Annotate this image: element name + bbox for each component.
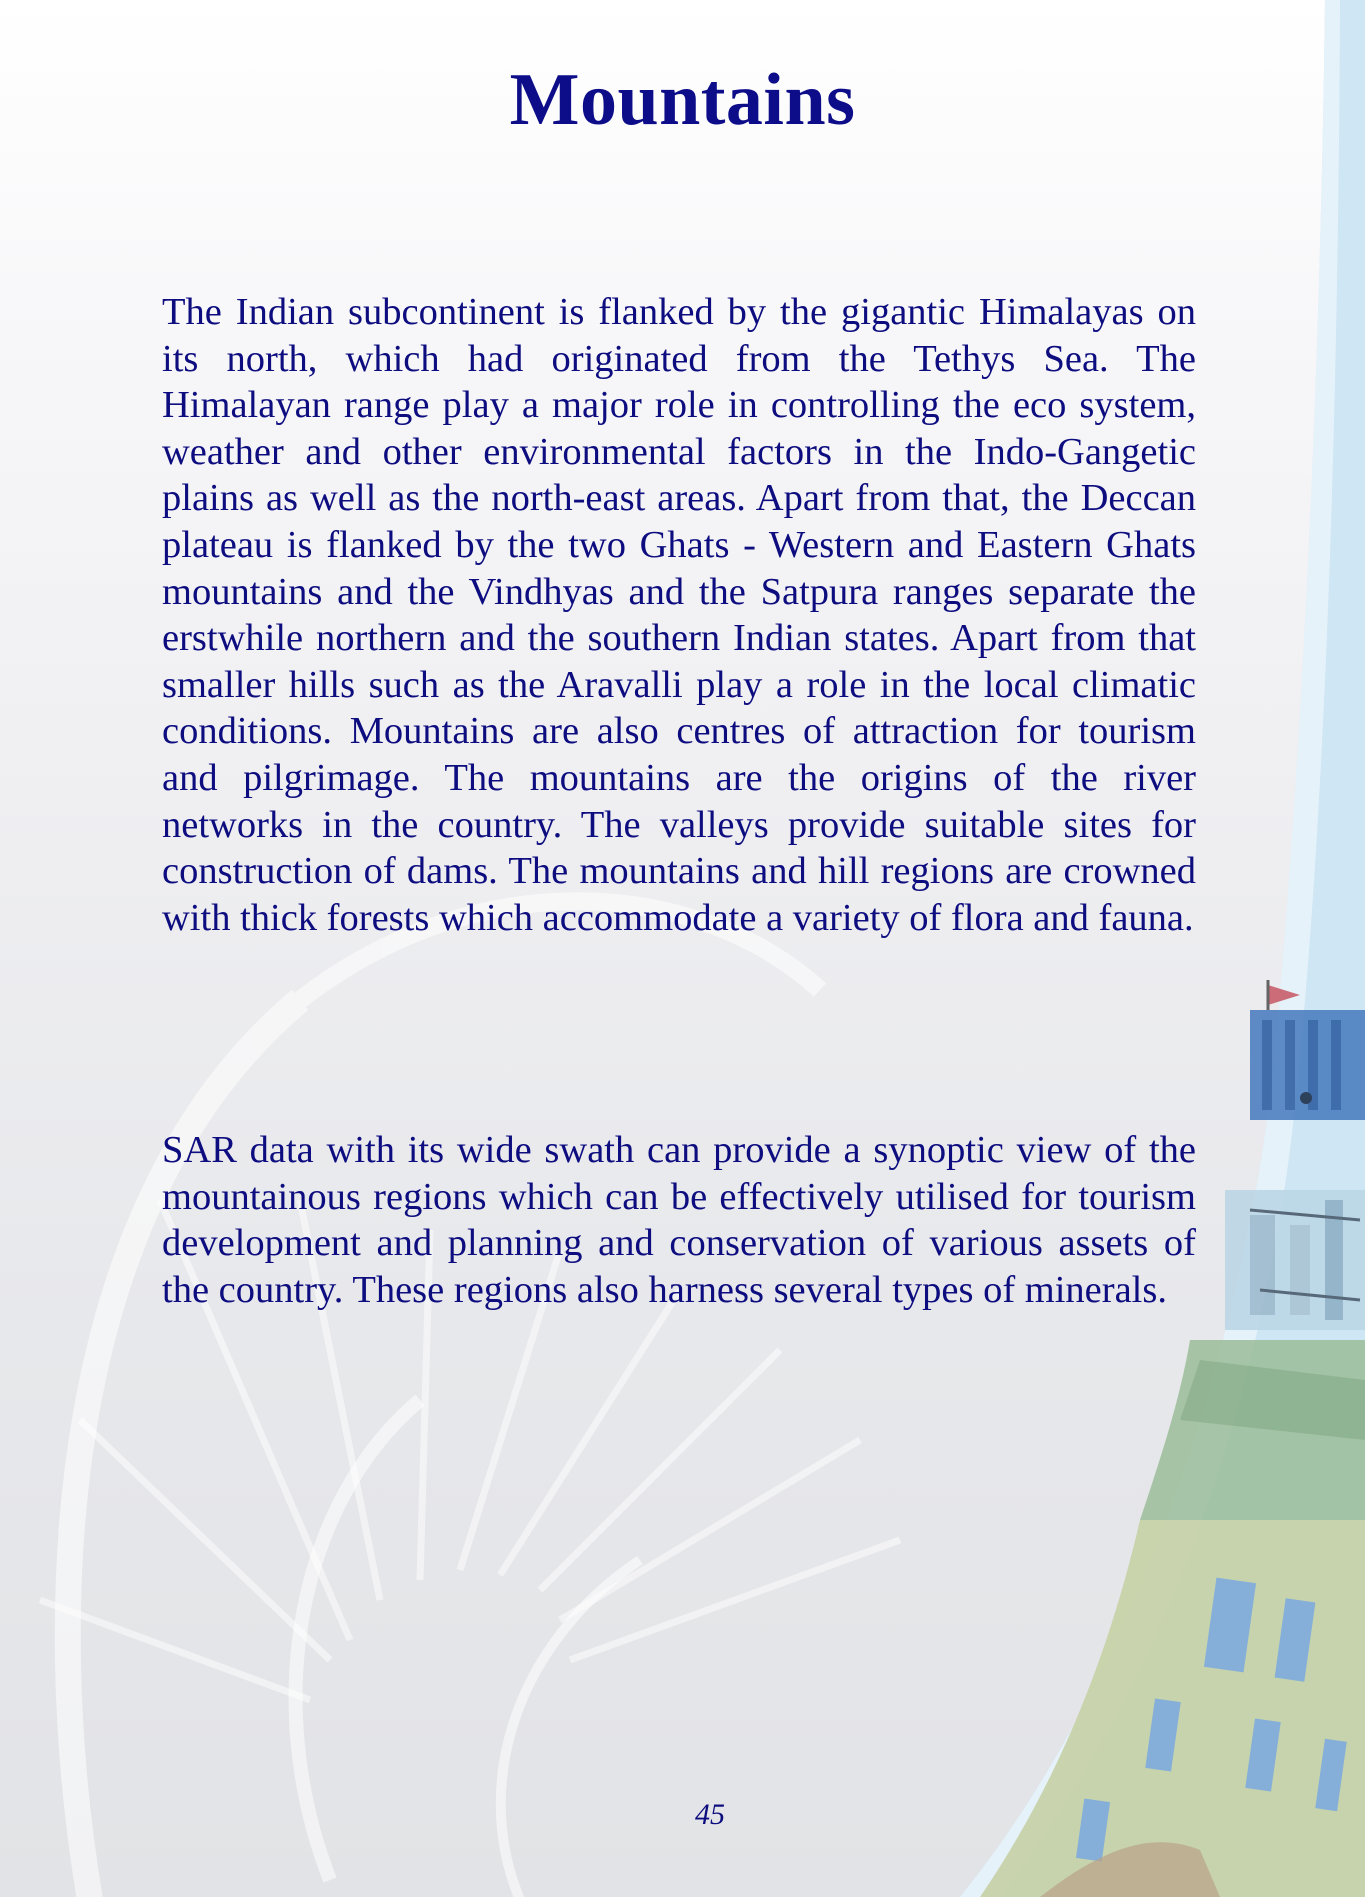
paragraph-mountains-overview: The Indian subcontinent is flanked by the gigantic Himalayas on its north, which had originated from the Tethys Sea. The Himalayan range play a major role in controlling the eco system, weather and other environmental factors in the Indo-Gangetic plains as well as the north-east areas. Apart from that, the Deccan plateau is flanked by the two Ghats - Western and Eastern Ghats mountains and the Vindhyas and the Satpura ranges separate the erstwhile northern and the southern Indian states. Apart from that smaller hills such as the Aravalli play a role in the local climatic conditions. Mountains are also centres of attraction for tourism and pilgrimage. The mountains are the origins of the river networks in the country. The valleys provide suitable sites for construction of dams. The mountains and hill regions are crowned with thick forests which accommodate a variety of flora and fauna. (162, 291, 1196, 939)
photo-collage (980, 980, 1365, 1897)
paragraph-sar-data: SAR data with its wide swath can provide a synoptic view of the mountainous regions which can be effectively utilised for tourism development and planning and conservation of various assets of the country. These regions also harness several types of minerals. (162, 1129, 1196, 1311)
page-number: 45 (695, 1798, 725, 1831)
watermark-ring (68, 901, 820, 1897)
page-title: Mountains (509, 59, 856, 141)
